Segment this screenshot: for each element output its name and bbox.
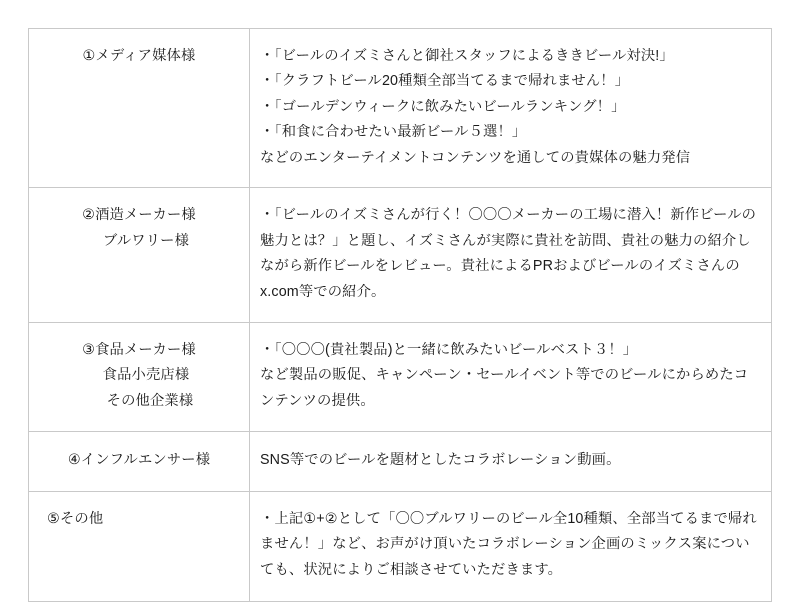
category-line: ①メディア媒体様	[82, 48, 196, 64]
category-line: 食品小売店様	[102, 367, 190, 384]
description-line: ・「ゴールデンウィークに飲みたいビールランキング！」	[260, 98, 626, 115]
description-line: ・「ビールのイズミさんと御社スタッフによるききビール対決!」	[260, 48, 674, 64]
collaboration-table	[28, 28, 772, 602]
description-line: ・「〇〇〇(貴社製品)と一緒に飲みたいビールベスト３！」	[260, 341, 638, 358]
category-line: その他企業様	[106, 392, 194, 409]
description-paragraph: など製品の販促、キャンペーン・セールイベント等でのビールにからめたコンテンツの提供。	[260, 367, 749, 409]
category-line: ④インフルエンサー様	[67, 452, 211, 469]
category-cell	[29, 432, 250, 491]
table-row	[29, 29, 772, 188]
description-cell	[250, 432, 772, 491]
description-line: SNS等でのビールを題材としたコラボレーション動画。	[260, 452, 621, 469]
table-row	[29, 322, 772, 431]
description-cell	[250, 322, 772, 431]
category-line: ③食品メーカー様	[82, 341, 196, 358]
category-line: ⑤その他	[47, 510, 104, 527]
table-row	[29, 491, 772, 601]
category-cell	[29, 491, 250, 601]
category-line: ブルワリー様	[102, 232, 190, 249]
description-cell	[250, 188, 772, 323]
table-row	[29, 188, 772, 323]
description-paragraph: ・「ビールのイズミさんが行く！〇〇〇メーカーの工場に潜入！新作ビールの魅力とは？」と題し、イズミさんが実際に貴社を訪問、貴社の魅力の紹介しながら新作ビールをレビュー。貴社によるPRおよびビールのイズミさんのx.com等での紹介。	[260, 207, 757, 300]
category-cell	[29, 29, 250, 188]
table-row	[29, 432, 772, 491]
category-cell	[29, 322, 250, 431]
category-line: ②酒造メーカー様	[82, 207, 196, 224]
description-cell	[250, 491, 772, 601]
description-line: などのエンターテイメントコンテンツを通しての貴媒体の魅力発信	[260, 149, 691, 166]
description-line: ・「クラフトビール20種類全部当てるまで帰れません！」	[260, 73, 630, 90]
description-line: ・「和食に合わせたい最新ビール５選！」	[260, 124, 527, 141]
category-cell	[29, 188, 250, 323]
description-paragraph: ・上記①+②として「〇〇ブルワリーのビール全10種類、全部当てるまで帰れません！」など、お声がけ頂いたコラボレーション企画のミックス案についても、状況によりご相談させていただきます。	[260, 510, 757, 578]
description-cell	[250, 29, 772, 188]
